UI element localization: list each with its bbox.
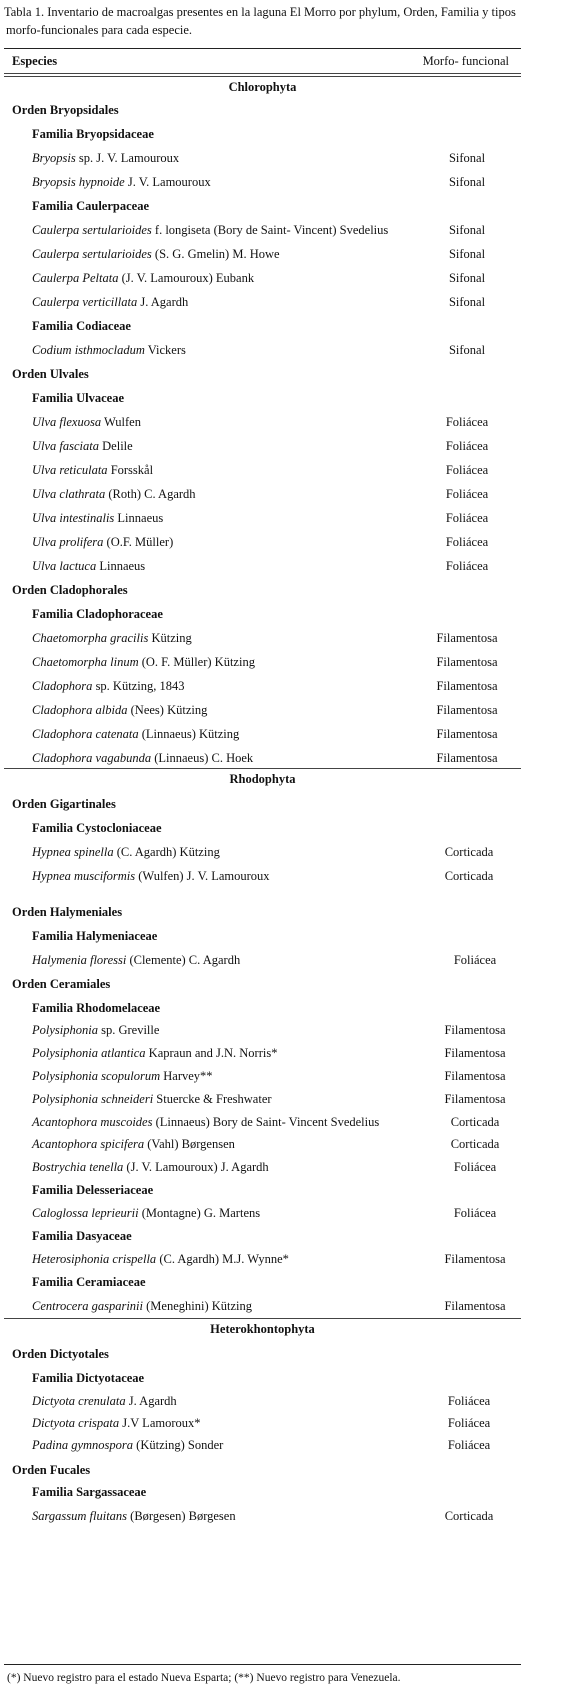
species-binomial: Cladophora vagabunda <box>32 751 152 765</box>
species-binomial: Bostrychia tenella <box>32 1160 124 1174</box>
species-binomial: Dictyota crispata <box>32 1416 120 1430</box>
order-label: Orden Fucales <box>12 1463 91 1477</box>
species-binomial: Caulerpa Peltata <box>32 271 119 285</box>
morpho-type: Foliácea <box>447 1438 491 1452</box>
species-binomial: Chaetomorpha gracilis <box>32 631 149 645</box>
species-name <box>32 1043 277 1063</box>
species-authority: (Roth) C. Agardh <box>105 487 196 501</box>
morpho-type: Sifonal <box>448 151 486 165</box>
species-authority: Forsskål <box>107 463 154 477</box>
order-label: Orden Halymeniales <box>12 905 123 919</box>
species-row <box>4 532 521 552</box>
species-authority: (Linnaeus) Bory de Saint- Vincent Svedelius <box>152 1115 380 1129</box>
family-label: Familia Sargassaceae <box>32 1485 147 1499</box>
species-row <box>4 1296 521 1316</box>
species-authority: (S. G. Gmelin) M. Howe <box>151 247 280 261</box>
species-row <box>4 950 521 970</box>
caption-line-2: morfo-funcionales para cada especie. <box>6 23 193 37</box>
family-row <box>4 316 521 336</box>
species-authority: (Linnaeus) C. Hoek <box>151 751 254 765</box>
species-name <box>32 1134 235 1154</box>
phylum-label: Chlorophyta <box>228 80 297 94</box>
species-row <box>4 508 521 528</box>
morpho-type: Foliácea <box>445 559 489 573</box>
species-row <box>4 436 521 456</box>
species-row <box>4 268 521 288</box>
species-row <box>4 1249 521 1269</box>
species-row <box>4 1020 521 1040</box>
species-row <box>4 292 521 312</box>
species-name <box>32 508 163 528</box>
morpho-type: Foliácea <box>447 1416 491 1430</box>
morpho-type: Foliácea <box>445 511 489 525</box>
species-row <box>4 1089 521 1109</box>
species-binomial: Cladophora <box>32 679 93 693</box>
species-authority: (Montagne) G. Martens <box>138 1206 261 1220</box>
species-authority: (Clemente) C. Agardh <box>126 953 241 967</box>
species-authority: (J. V. Lamouroux) Eubank <box>118 271 255 285</box>
species-row <box>4 1112 521 1132</box>
header-species: Especies <box>12 54 58 68</box>
species-name <box>32 220 388 240</box>
species-name <box>32 532 173 552</box>
morpho-type: Filamentosa <box>444 1023 506 1037</box>
morpho-type: Corticada <box>450 1137 500 1151</box>
bottom-rule <box>4 1664 521 1665</box>
order-label: Orden Ulvales <box>12 367 89 381</box>
morpho-type: Foliácea <box>453 1206 497 1220</box>
species-binomial: Ulva flexuosa <box>32 415 102 429</box>
species-name <box>32 412 141 432</box>
family-row <box>4 1180 521 1200</box>
family-row <box>4 1368 521 1388</box>
species-row <box>4 484 521 504</box>
morpho-type: Foliácea <box>447 1394 491 1408</box>
species-binomial: Caulerpa sertularioides <box>32 247 152 261</box>
species-authority: Delile <box>99 439 133 453</box>
species-authority: (Linnaeus) Kützing <box>138 727 240 741</box>
species-binomial: Ulva lactuca <box>32 559 97 573</box>
species-name <box>32 460 153 480</box>
species-binomial: Codium isthmocladum <box>32 343 145 357</box>
species-authority: sp. Kützing, 1843 <box>92 679 185 693</box>
order-row <box>4 1460 521 1480</box>
species-authority: Wulfen <box>101 415 141 429</box>
species-binomial: Polysiphonia schneideri <box>32 1092 154 1106</box>
table-footnote: (*) Nuevo registro para el estado Nueva Esparta; (**) Nuevo registro para Venezuela. <box>7 1672 401 1684</box>
species-row <box>4 1391 521 1411</box>
species-binomial: Dictyota crenulata <box>32 1394 126 1408</box>
morpho-type: Filamentosa <box>444 1046 506 1060</box>
species-name <box>32 676 184 696</box>
species-authority: (C. Agardh) M.J. Wynne* <box>156 1252 289 1266</box>
species-binomial: Bryopsis <box>32 151 76 165</box>
species-name <box>32 1203 260 1223</box>
species-binomial: Ulva intestinalis <box>32 511 115 525</box>
species-name <box>32 340 186 360</box>
phylum-row <box>4 1318 521 1341</box>
family-row <box>4 998 521 1018</box>
morpho-type: Sifonal <box>448 247 486 261</box>
family-label: Familia Codiaceae <box>32 319 131 333</box>
species-authority: Stuercke & Freshwater <box>153 1092 272 1106</box>
species-name <box>32 1020 159 1040</box>
species-row <box>4 676 521 696</box>
phylum-row <box>4 768 521 791</box>
species-authority: (Kützing) Sonder <box>133 1438 224 1452</box>
species-row <box>4 1043 521 1063</box>
species-name <box>32 1391 177 1411</box>
species-authority: Vickers <box>144 343 186 357</box>
species-row <box>4 652 521 672</box>
species-name <box>32 1413 201 1433</box>
species-authority: (Meneghini) Kützing <box>143 1299 253 1313</box>
species-authority: J. Agardh <box>137 295 189 309</box>
order-row <box>4 364 521 384</box>
species-binomial: Cladophora catenata <box>32 727 139 741</box>
species-binomial: Halymenia floressi <box>32 953 127 967</box>
species-binomial: Polysiphonia scopulorum <box>32 1069 161 1083</box>
table-body <box>4 0 521 1702</box>
species-name <box>32 1249 289 1269</box>
species-row <box>4 700 521 720</box>
family-label: Familia Bryopsidaceae <box>32 127 154 141</box>
family-row <box>4 1482 521 1502</box>
species-row <box>4 460 521 480</box>
species-binomial: Hypnea spinella <box>32 845 114 859</box>
family-label: Familia Dasyaceae <box>32 1229 132 1243</box>
order-row <box>4 580 521 600</box>
species-row <box>4 866 521 886</box>
header-morpho: Morfo- funcional <box>422 54 509 68</box>
species-row <box>4 724 521 744</box>
species-row <box>4 1066 521 1086</box>
species-name <box>32 556 145 576</box>
species-name <box>32 842 220 862</box>
species-name <box>32 866 270 886</box>
species-binomial: Ulva clathrata <box>32 487 106 501</box>
order-row <box>4 902 521 922</box>
family-label: Familia Rhodomelaceae <box>32 1001 161 1015</box>
species-binomial: Caulerpa verticillata <box>32 295 138 309</box>
family-row <box>4 124 521 144</box>
morpho-type: Foliácea <box>445 415 489 429</box>
morpho-type: Sifonal <box>448 343 486 357</box>
species-name <box>32 1157 269 1177</box>
family-label: Familia Halymeniaceae <box>32 929 158 943</box>
species-row <box>4 412 521 432</box>
species-name <box>32 652 255 672</box>
phylum-label: Heterokhontophyta <box>210 1322 315 1336</box>
morpho-type: Sifonal <box>448 223 486 237</box>
species-binomial: Sargassum fluitans <box>32 1509 128 1523</box>
species-authority: (Nees) Kützing <box>127 703 208 717</box>
species-authority: Linnaeus <box>96 559 146 573</box>
species-row <box>4 556 521 576</box>
species-authority: (O. F. Müller) Kützing <box>138 655 255 669</box>
morpho-type: Filamentosa <box>436 727 498 741</box>
species-binomial: Centrocera gasparinii <box>32 1299 143 1313</box>
morpho-type: Filamentosa <box>436 703 498 717</box>
species-row <box>4 340 521 360</box>
family-row <box>4 1272 521 1292</box>
species-name <box>32 268 254 288</box>
species-name <box>32 1066 213 1086</box>
morpho-type: Foliácea <box>445 487 489 501</box>
morpho-type: Filamentosa <box>444 1092 506 1106</box>
species-name <box>32 628 192 648</box>
morpho-type: Foliácea <box>453 1160 497 1174</box>
morpho-type: Corticada <box>444 845 494 859</box>
species-authority: J. V. Lamouroux <box>124 175 211 189</box>
family-label: Familia Cladophoraceae <box>32 607 163 621</box>
species-name <box>32 1506 236 1526</box>
order-row <box>4 974 521 994</box>
species-binomial: Caloglossa leprieurii <box>32 1206 139 1220</box>
species-name <box>32 724 239 744</box>
species-row <box>4 172 521 192</box>
species-authority: sp. J. V. Lamouroux <box>75 151 180 165</box>
morpho-type: Sifonal <box>448 175 486 189</box>
family-row <box>4 388 521 408</box>
species-authority: (Børgesen) Børgesen <box>127 1509 236 1523</box>
morpho-type: Corticada <box>444 869 494 883</box>
species-name <box>32 484 196 504</box>
species-row <box>4 628 521 648</box>
species-binomial: Acantophora spicifera <box>32 1137 145 1151</box>
species-binomial: Polysiphonia <box>32 1023 98 1037</box>
species-authority: Linnaeus <box>114 511 164 525</box>
species-authority: (Vahl) Børgensen <box>144 1137 235 1151</box>
family-row <box>4 926 521 946</box>
species-row <box>4 1134 521 1154</box>
family-label: Familia Delesseriaceae <box>32 1183 154 1197</box>
morpho-type: Filamentosa <box>436 679 498 693</box>
phylum-label: Rhodophyta <box>229 772 296 786</box>
species-authority: (O.F. Müller) <box>103 535 174 549</box>
morpho-type: Foliácea <box>453 953 497 967</box>
morpho-type: Foliácea <box>445 535 489 549</box>
species-binomial: Polysiphonia atlantica <box>32 1046 146 1060</box>
species-name <box>32 1089 272 1109</box>
species-authority: sp. Greville <box>97 1023 160 1037</box>
morpho-type: Corticada <box>450 1115 500 1129</box>
order-label: Orden Bryopsidales <box>12 103 119 117</box>
species-row <box>4 1435 521 1455</box>
order-row <box>4 794 521 814</box>
species-name <box>32 436 133 456</box>
family-label: Familia Caulerpaceae <box>32 199 149 213</box>
family-row <box>4 818 521 838</box>
species-binomial: Ulva reticulata <box>32 463 108 477</box>
species-row <box>4 842 521 862</box>
species-binomial: Caulerpa sertularioides <box>32 223 152 237</box>
species-name <box>32 950 240 970</box>
species-authority: J. Agardh <box>125 1394 177 1408</box>
species-authority: f. longiseta (Bory de Saint- Vincent) Svedelius <box>151 223 389 237</box>
morpho-type: Filamentosa <box>436 751 498 765</box>
species-name <box>32 1296 252 1316</box>
species-binomial: Chaetomorpha linum <box>32 655 139 669</box>
species-binomial: Heterosiphonia crispella <box>32 1252 157 1266</box>
species-row <box>4 1157 521 1177</box>
species-row <box>4 148 521 168</box>
species-authority: (J. V. Lamouroux) J. Agardh <box>123 1160 269 1174</box>
species-binomial: Acantophora muscoides <box>32 1115 153 1129</box>
order-row <box>4 1344 521 1364</box>
family-row <box>4 1226 521 1246</box>
order-label: Orden Dictyotales <box>12 1347 109 1361</box>
species-name <box>32 700 207 720</box>
species-row <box>4 220 521 240</box>
species-authority: (Wulfen) J. V. Lamouroux <box>135 869 270 883</box>
morpho-type: Foliácea <box>445 439 489 453</box>
family-label: Familia Cystocloniaceae <box>32 821 162 835</box>
morpho-type: Filamentosa <box>436 631 498 645</box>
caption-line-1: Tabla 1. Inventario de macroalgas presentes en la laguna El Morro por phylum, Orden, Familia y tipos <box>4 5 516 19</box>
family-row <box>4 604 521 624</box>
species-binomial: Hypnea musciformis <box>32 869 136 883</box>
species-name <box>32 148 179 168</box>
morpho-type: Sifonal <box>448 271 486 285</box>
morpho-type: Filamentosa <box>444 1069 506 1083</box>
species-binomial: Padina gymnospora <box>32 1438 134 1452</box>
morpho-type: Foliácea <box>445 463 489 477</box>
species-row <box>4 1203 521 1223</box>
species-authority: Harvey** <box>160 1069 213 1083</box>
species-binomial: Ulva prolifera <box>32 535 104 549</box>
species-authority: J.V Lamoroux* <box>119 1416 201 1430</box>
species-name <box>32 1112 379 1132</box>
species-name <box>32 244 280 264</box>
family-label: Familia Ceramiaceae <box>32 1275 146 1289</box>
family-label: Familia Dictyotaceae <box>32 1371 145 1385</box>
species-binomial: Ulva fasciata <box>32 439 100 453</box>
species-name <box>32 172 211 192</box>
species-name <box>32 1435 223 1455</box>
species-row <box>4 1506 521 1526</box>
species-row <box>4 1413 521 1433</box>
family-label: Familia Ulvaceae <box>32 391 124 405</box>
species-name <box>32 292 188 312</box>
phylum-row <box>4 76 521 99</box>
species-row <box>4 244 521 264</box>
morpho-type: Corticada <box>444 1509 494 1523</box>
order-label: Orden Ceramiales <box>12 977 111 991</box>
species-row <box>4 748 521 768</box>
morpho-type: Filamentosa <box>436 655 498 669</box>
species-authority: Kapraun and J.N. Norris* <box>145 1046 278 1060</box>
order-label: Orden Cladophorales <box>12 583 128 597</box>
morpho-type: Filamentosa <box>444 1299 506 1313</box>
order-label: Orden Gigartinales <box>12 797 116 811</box>
species-binomial: Cladophora albida <box>32 703 128 717</box>
species-authority: (C. Agardh) Kützing <box>113 845 220 859</box>
family-row <box>4 196 521 216</box>
morpho-type: Sifonal <box>448 295 486 309</box>
order-row <box>4 100 521 120</box>
species-authority: Kützing <box>148 631 192 645</box>
species-binomial: Bryopsis hypnoide <box>32 175 125 189</box>
species-name <box>32 748 253 768</box>
morpho-type: Filamentosa <box>444 1252 506 1266</box>
